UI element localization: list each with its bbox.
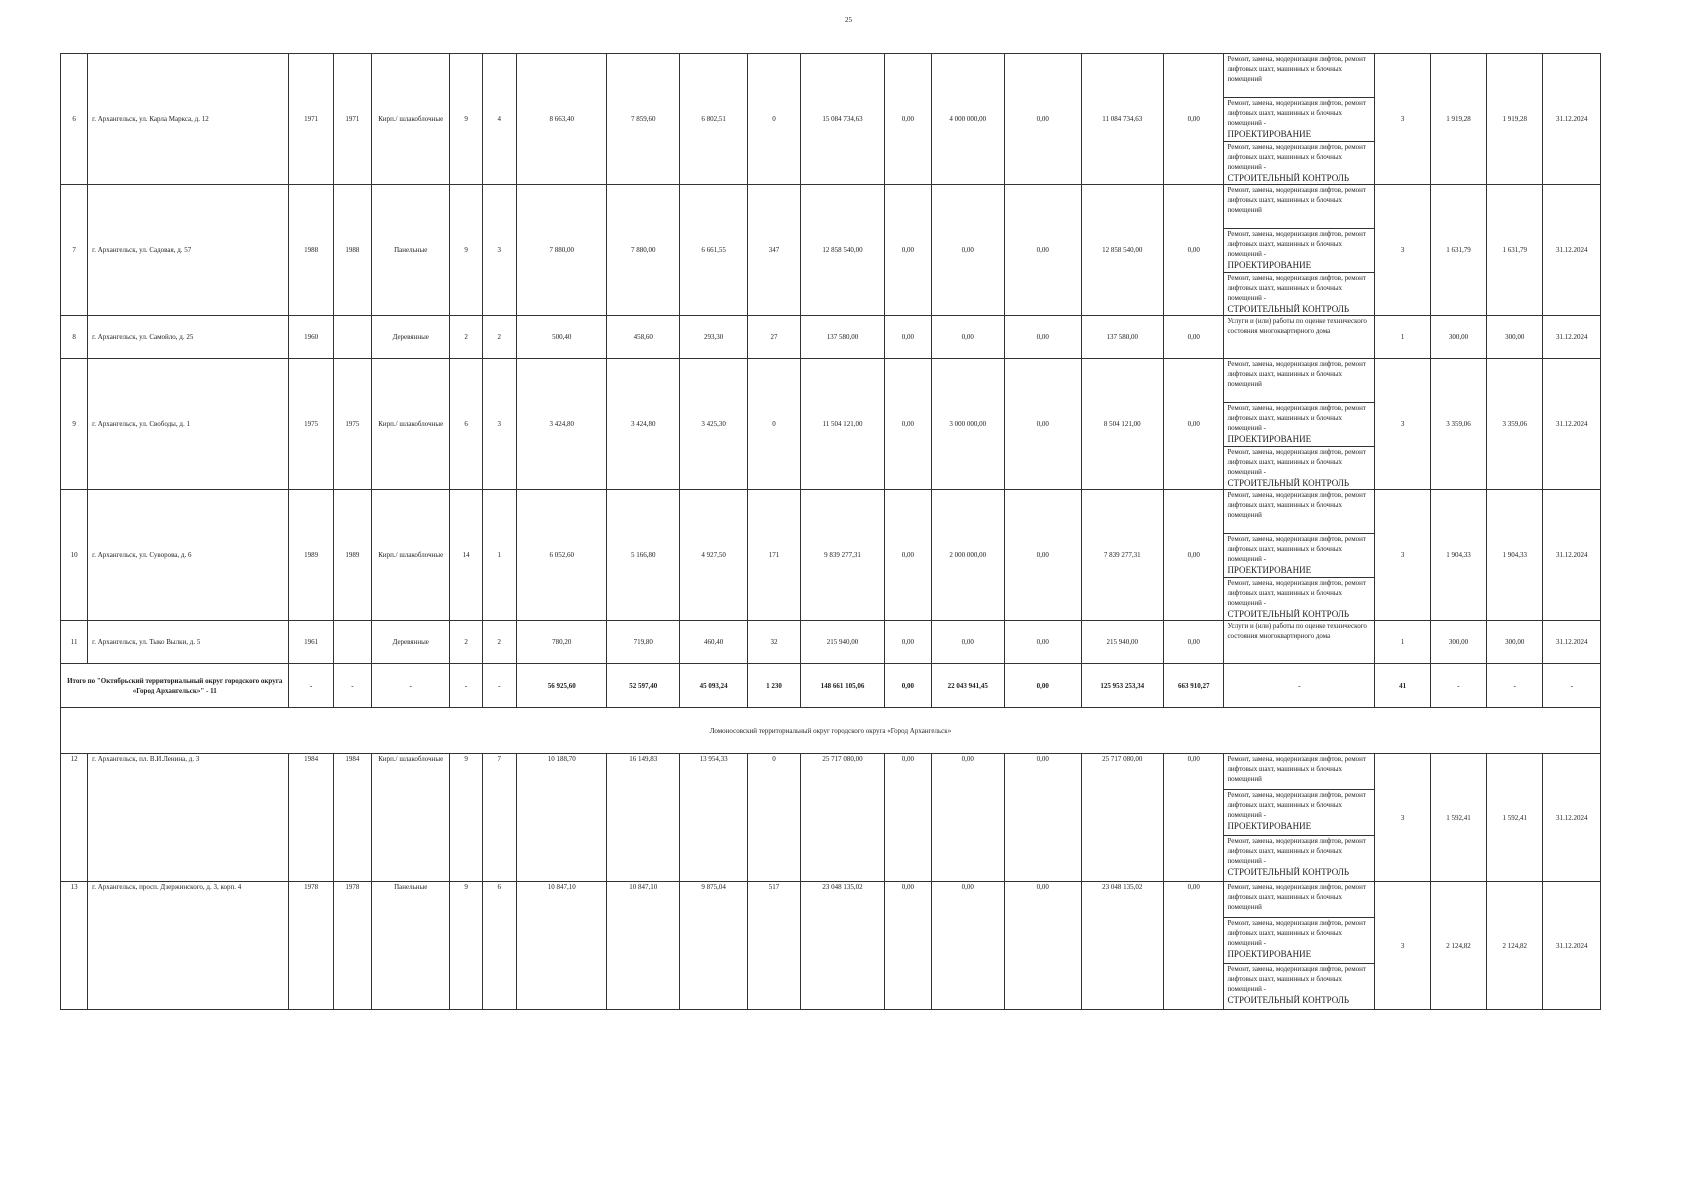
deadline-cell: 31.12.2024 (1543, 621, 1601, 664)
year-built-cell: 1984 (289, 754, 333, 882)
total-owners: 125 953 253,34 (1081, 664, 1164, 708)
work-type-text: Услуги и (или) работы по оценке технического состояния многоквартирного дома (1227, 622, 1367, 640)
work-type-text: Ремонт, замена, модернизация лифтов, ремонт лифтовых шахт, машинных и блочных помещений - (1227, 919, 1366, 947)
other-cell: 0,00 (1164, 54, 1224, 185)
address-cell: г. Архангельск, просп. Дзержинского, д. 3, корп. 4 (88, 882, 289, 1010)
area-owned-cell: 460,40 (679, 621, 747, 664)
area-owned-cell: 4 927,50 (679, 490, 747, 621)
work-type-cell (1224, 273, 1375, 316)
work-type-stage: СТРОИТЕЛЬНЫЙ КОНТРОЛЬ (1227, 995, 1350, 1005)
row-number: 11 (61, 621, 88, 664)
year-built-cell: 1971 (289, 54, 333, 185)
work-type-cell (1224, 578, 1375, 621)
fund-cell: 0,00 (885, 54, 931, 185)
year-commissioned-cell (333, 621, 371, 664)
total-dash: - (450, 664, 482, 708)
year-commissioned-cell (333, 316, 371, 359)
capital-repair-table (60, 53, 1601, 1010)
table-row (61, 490, 1601, 534)
owners-cell: 12 858 540,00 (1081, 185, 1164, 316)
total-dash: - (333, 664, 371, 708)
other-cell: 0,00 (1164, 490, 1224, 621)
row-number: 7 (61, 185, 88, 316)
work-type-cell (1224, 403, 1375, 447)
work-type-text: Ремонт, замена, модернизация лифтов, ремонт лифтовых шахт, машинных и блочных помещений - (1227, 404, 1366, 432)
work-count-cell: 3 (1375, 359, 1430, 490)
table-row (61, 54, 1601, 98)
unit-cost-cell: 1 631,79 (1430, 185, 1486, 316)
budget-region-cell: 0,00 (931, 882, 1004, 1010)
total-dash: - (1224, 664, 1375, 708)
year-built-cell: 1988 (289, 185, 333, 316)
cost-total-cell: 137 580,00 (800, 316, 885, 359)
fund-cell: 0,00 (885, 621, 931, 664)
deadline-cell: 31.12.2024 (1543, 882, 1601, 1010)
entrances-cell: 4 (482, 54, 516, 185)
total-fund: 0,00 (885, 664, 931, 708)
work-type-stage: СТРОИТЕЛЬНЫЙ КОНТРОЛЬ (1227, 173, 1350, 183)
budget-region-cell: 0,00 (931, 754, 1004, 882)
deadline-cell: 31.12.2024 (1543, 754, 1601, 882)
year-commissioned-cell: 1971 (333, 54, 371, 185)
area-owned-cell: 13 954,33 (679, 754, 747, 882)
deadline-cell: 31.12.2024 (1543, 490, 1601, 621)
owners-cell: 25 717 080,00 (1081, 754, 1164, 882)
area-res-cell: 5 166,80 (607, 490, 679, 621)
work-type-stage: СТРОИТЕЛЬНЫЙ КОНТРОЛЬ (1227, 478, 1350, 488)
residents-cell: 27 (748, 316, 800, 359)
budget-local-cell: 0,00 (1005, 490, 1081, 621)
work-type-cell (1224, 534, 1375, 578)
fund-cell: 0,00 (885, 359, 931, 490)
budget-region-cell: 2 000 000,00 (931, 490, 1004, 621)
fund-cell: 0,00 (885, 754, 931, 882)
work-type-cell (1224, 490, 1375, 534)
work-type-cell (1224, 882, 1375, 918)
work-type-text: Ремонт, замена, модернизация лифтов, ремонт лифтовых шахт, машинных и блочных помещений (1227, 883, 1366, 911)
deadline-cell: 31.12.2024 (1543, 316, 1601, 359)
work-type-text: Ремонт, замена, модернизация лифтов, ремонт лифтовых шахт, машинных и блочных помещений - (1227, 791, 1366, 819)
other-cell: 0,00 (1164, 882, 1224, 1010)
wall-cell: Кирп./ шлакоблочные (371, 359, 450, 490)
year-built-cell: 1960 (289, 316, 333, 359)
year-commissioned-cell: 1975 (333, 359, 371, 490)
total-dash: - (371, 664, 450, 708)
area-res-cell: 3 424,80 (607, 359, 679, 490)
work-type-text: Ремонт, замена, модернизация лифтов, ремонт лифтовых шахт, машинных и блочных помещений - (1227, 230, 1366, 258)
max-cost-cell: 1 904,33 (1487, 490, 1543, 621)
wall-cell: Панельные (371, 185, 450, 316)
work-type-cell (1224, 836, 1375, 882)
unit-cost-cell: 3 359,06 (1430, 359, 1486, 490)
row-number: 12 (61, 754, 88, 882)
work-count-cell: 3 (1375, 882, 1430, 1010)
budget-region-cell: 3 000 000,00 (931, 359, 1004, 490)
area-total-cell: 500,40 (516, 316, 607, 359)
work-type-stage: ПРОЕКТИРОВАНИЕ (1227, 260, 1312, 270)
table-row (61, 359, 1601, 403)
total-dash: - (1430, 664, 1486, 708)
work-type-text: Ремонт, замена, модернизация лифтов, ремонт лифтовых шахт, машинных и блочных помещений - (1227, 448, 1366, 476)
total-dash: - (1487, 664, 1543, 708)
area-owned-cell: 6 802,51 (679, 54, 747, 185)
address-cell: г. Архангельск, пл. В.И.Ленина, д. 3 (88, 754, 289, 882)
area-res-cell: 458,60 (607, 316, 679, 359)
section-title: Ломоносовский территориальный округ городского округа «Город Архангельск» (61, 708, 1601, 754)
area-total-cell: 10 188,70 (516, 754, 607, 882)
work-type-cell (1224, 185, 1375, 229)
total-label: Итого по "Октябрьский территориальный округ городского округа «Город Архангельск»" - 11 (61, 664, 289, 708)
work-type-stage: ПРОЕКТИРОВАНИЕ (1227, 821, 1312, 831)
table-row (61, 316, 1601, 359)
residents-cell: 32 (748, 621, 800, 664)
work-type-text: Ремонт, замена, модернизация лифтов, ремонт лифтовых шахт, машинных и блочных помещений - (1227, 965, 1366, 993)
work-type-stage: СТРОИТЕЛЬНЫЙ КОНТРОЛЬ (1227, 609, 1350, 619)
address-cell: г. Архангельск, ул. Суворова, д. 6 (88, 490, 289, 621)
work-type-text: Услуги и (или) работы по оценке технического состояния многоквартирного дома (1227, 317, 1367, 335)
entrances-cell: 1 (482, 490, 516, 621)
total-area-owned: 45 093,24 (679, 664, 747, 708)
row-number: 13 (61, 882, 88, 1010)
fund-cell: 0,00 (885, 490, 931, 621)
address-cell: г. Архангельск, ул. Свободы, д. 1 (88, 359, 289, 490)
work-type-stage: ПРОЕКТИРОВАНИЕ (1227, 565, 1312, 575)
work-type-text: Ремонт, замена, модернизация лифтов, ремонт лифтовых шахт, машинных и блочных помещений (1227, 491, 1366, 519)
wall-cell: Кирп./ шлакоблочные (371, 54, 450, 185)
area-res-cell: 719,80 (607, 621, 679, 664)
year-commissioned-cell: 1978 (333, 882, 371, 1010)
floors-cell: 14 (450, 490, 482, 621)
cost-total-cell: 12 858 540,00 (800, 185, 885, 316)
row-number: 9 (61, 359, 88, 490)
max-cost-cell: 1 919,28 (1487, 54, 1543, 185)
work-type-cell (1224, 621, 1375, 664)
max-cost-cell: 300,00 (1487, 621, 1543, 664)
wall-cell: Деревянные (371, 621, 450, 664)
work-type-text: Ремонт, замена, модернизация лифтов, ремонт лифтовых шахт, машинных и блочных помещений - (1227, 535, 1366, 563)
residents-cell: 517 (748, 882, 800, 1010)
work-type-stage: ПРОЕКТИРОВАНИЕ (1227, 129, 1312, 139)
floors-cell: 9 (450, 882, 482, 1010)
total-row (61, 664, 1601, 708)
work-type-text: Ремонт, замена, модернизация лифтов, ремонт лифтовых шахт, машинных и блочных помещений (1227, 186, 1366, 214)
other-cell: 0,00 (1164, 754, 1224, 882)
fund-cell: 0,00 (885, 882, 931, 1010)
row-number: 6 (61, 54, 88, 185)
unit-cost-cell: 1 592,41 (1430, 754, 1486, 882)
total-cost-total: 148 661 105,06 (800, 664, 885, 708)
budget-region-cell: 0,00 (931, 621, 1004, 664)
total-budget-region: 22 043 941,45 (931, 664, 1004, 708)
work-type-cell (1224, 98, 1375, 142)
year-commissioned-cell: 1984 (333, 754, 371, 882)
owners-cell: 11 084 734,63 (1081, 54, 1164, 185)
total-area-total: 56 925,60 (516, 664, 607, 708)
year-commissioned-cell: 1988 (333, 185, 371, 316)
work-type-stage: ПРОЕКТИРОВАНИЕ (1227, 949, 1312, 959)
total-count: 41 (1375, 664, 1430, 708)
floors-cell: 6 (450, 359, 482, 490)
total-residents: 1 230 (748, 664, 800, 708)
area-res-cell: 10 847,10 (607, 882, 679, 1010)
wall-cell: Кирп./ шлакоблочные (371, 490, 450, 621)
budget-local-cell: 0,00 (1005, 882, 1081, 1010)
cost-total-cell: 15 084 734,63 (800, 54, 885, 185)
page-number: 25 (845, 16, 852, 24)
row-number: 8 (61, 316, 88, 359)
work-type-text: Ремонт, замена, модернизация лифтов, ремонт лифтовых шахт, машинных и блочных помещений - (1227, 99, 1366, 127)
other-cell: 0,00 (1164, 359, 1224, 490)
area-total-cell: 8 663,40 (516, 54, 607, 185)
max-cost-cell: 1 592,41 (1487, 754, 1543, 882)
unit-cost-cell: 300,00 (1430, 316, 1486, 359)
deadline-cell: 31.12.2024 (1543, 54, 1601, 185)
deadline-cell: 31.12.2024 (1543, 185, 1601, 316)
entrances-cell: 7 (482, 754, 516, 882)
table-row (61, 754, 1601, 790)
wall-cell: Панельные (371, 882, 450, 1010)
area-owned-cell: 3 425,30 (679, 359, 747, 490)
floors-cell: 9 (450, 185, 482, 316)
unit-cost-cell: 2 124,82 (1430, 882, 1486, 1010)
table-body (61, 54, 1601, 1010)
work-type-cell (1224, 229, 1375, 273)
floors-cell: 9 (450, 754, 482, 882)
year-built-cell: 1961 (289, 621, 333, 664)
cost-total-cell: 215 940,00 (800, 621, 885, 664)
section-row (61, 708, 1601, 754)
work-type-text: Ремонт, замена, модернизация лифтов, ремонт лифтовых шахт, машинных и блочных помещений - (1227, 837, 1366, 865)
total-area-res: 52 597,40 (607, 664, 679, 708)
owners-cell: 215 940,00 (1081, 621, 1164, 664)
total-other: 663 910,27 (1164, 664, 1224, 708)
row-number: 10 (61, 490, 88, 621)
unit-cost-cell: 1 904,33 (1430, 490, 1486, 621)
other-cell: 0,00 (1164, 185, 1224, 316)
work-type-text: Ремонт, замена, модернизация лифтов, ремонт лифтовых шахт, машинных и блочных помещений - (1227, 579, 1366, 607)
work-type-cell (1224, 316, 1375, 359)
entrances-cell: 2 (482, 621, 516, 664)
work-count-cell: 1 (1375, 621, 1430, 664)
area-total-cell: 10 847,10 (516, 882, 607, 1010)
work-type-cell (1224, 54, 1375, 98)
residents-cell: 0 (748, 359, 800, 490)
work-type-text: Ремонт, замена, модернизация лифтов, ремонт лифтовых шахт, машинных и блочных помещений (1227, 755, 1366, 783)
area-res-cell: 7 859,60 (607, 54, 679, 185)
area-owned-cell: 9 875,04 (679, 882, 747, 1010)
year-built-cell: 1989 (289, 490, 333, 621)
deadline-cell: 31.12.2024 (1543, 359, 1601, 490)
budget-local-cell: 0,00 (1005, 316, 1081, 359)
other-cell: 0,00 (1164, 316, 1224, 359)
area-owned-cell: 293,30 (679, 316, 747, 359)
residents-cell: 0 (748, 54, 800, 185)
work-type-text: Ремонт, замена, модернизация лифтов, ремонт лифтовых шахт, машинных и блочных помещений - (1227, 143, 1366, 171)
max-cost-cell: 300,00 (1487, 316, 1543, 359)
cost-total-cell: 11 504 121,00 (800, 359, 885, 490)
unit-cost-cell: 1 919,28 (1430, 54, 1486, 185)
work-count-cell: 1 (1375, 316, 1430, 359)
work-count-cell: 3 (1375, 185, 1430, 316)
area-total-cell: 6 052,60 (516, 490, 607, 621)
owners-cell: 8 504 121,00 (1081, 359, 1164, 490)
area-total-cell: 7 880,00 (516, 185, 607, 316)
floors-cell: 2 (450, 316, 482, 359)
budget-region-cell: 0,00 (931, 185, 1004, 316)
address-cell: г. Архангельск, ул. Карла Маркса, д. 12 (88, 54, 289, 185)
table-row (61, 882, 1601, 918)
budget-local-cell: 0,00 (1005, 185, 1081, 316)
cost-total-cell: 23 048 135,02 (800, 882, 885, 1010)
work-type-cell (1224, 964, 1375, 1010)
work-type-cell (1224, 142, 1375, 185)
work-type-text: Ремонт, замена, модернизация лифтов, ремонт лифтовых шахт, машинных и блочных помещений - (1227, 274, 1366, 302)
area-owned-cell: 6 661,55 (679, 185, 747, 316)
address-cell: г. Архангельск, ул. Садовая, д. 57 (88, 185, 289, 316)
owners-cell: 7 839 277,31 (1081, 490, 1164, 621)
unit-cost-cell: 300,00 (1430, 621, 1486, 664)
area-res-cell: 16 149,83 (607, 754, 679, 882)
cost-total-cell: 25 717 080,00 (800, 754, 885, 882)
budget-local-cell: 0,00 (1005, 621, 1081, 664)
residents-cell: 347 (748, 185, 800, 316)
budget-region-cell: 0,00 (931, 316, 1004, 359)
wall-cell: Деревянные (371, 316, 450, 359)
work-count-cell: 3 (1375, 54, 1430, 185)
residents-cell: 0 (748, 754, 800, 882)
work-type-cell (1224, 447, 1375, 490)
work-type-text: Ремонт, замена, модернизация лифтов, ремонт лифтовых шахт, машинных и блочных помещений (1227, 360, 1366, 388)
work-type-cell (1224, 918, 1375, 964)
total-budget-local: 0,00 (1005, 664, 1081, 708)
max-cost-cell: 2 124,82 (1487, 882, 1543, 1010)
cost-total-cell: 9 839 277,31 (800, 490, 885, 621)
address-cell: г. Архангельск, ул. Тыко Вылки, д. 5 (88, 621, 289, 664)
fund-cell: 0,00 (885, 316, 931, 359)
budget-local-cell: 0,00 (1005, 359, 1081, 490)
entrances-cell: 3 (482, 185, 516, 316)
area-res-cell: 7 880,00 (607, 185, 679, 316)
entrances-cell: 3 (482, 359, 516, 490)
wall-cell: Кирп./ шлакоблочные (371, 754, 450, 882)
work-count-cell: 3 (1375, 754, 1430, 882)
max-cost-cell: 3 359,06 (1487, 359, 1543, 490)
budget-region-cell: 4 000 000,00 (931, 54, 1004, 185)
budget-local-cell: 0,00 (1005, 754, 1081, 882)
area-total-cell: 3 424,80 (516, 359, 607, 490)
work-type-cell (1224, 754, 1375, 790)
area-total-cell: 780,20 (516, 621, 607, 664)
year-commissioned-cell: 1989 (333, 490, 371, 621)
residents-cell: 171 (748, 490, 800, 621)
work-type-text: Ремонт, замена, модернизация лифтов, ремонт лифтовых шахт, машинных и блочных помещений (1227, 55, 1366, 83)
entrances-cell: 2 (482, 316, 516, 359)
work-type-stage: СТРОИТЕЛЬНЫЙ КОНТРОЛЬ (1227, 867, 1350, 877)
table-row (61, 621, 1601, 664)
address-cell: г. Архангельск, ул. Самойло, д. 25 (88, 316, 289, 359)
floors-cell: 9 (450, 54, 482, 185)
entrances-cell: 6 (482, 882, 516, 1010)
year-built-cell: 1978 (289, 882, 333, 1010)
owners-cell: 23 048 135,02 (1081, 882, 1164, 1010)
total-dash: - (1543, 664, 1601, 708)
max-cost-cell: 1 631,79 (1487, 185, 1543, 316)
work-type-stage: СТРОИТЕЛЬНЫЙ КОНТРОЛЬ (1227, 304, 1350, 314)
work-type-cell (1224, 359, 1375, 403)
owners-cell: 137 580,00 (1081, 316, 1164, 359)
work-count-cell: 3 (1375, 490, 1430, 621)
table-row (61, 185, 1601, 229)
total-dash: - (289, 664, 333, 708)
floors-cell: 2 (450, 621, 482, 664)
fund-cell: 0,00 (885, 185, 931, 316)
year-built-cell: 1975 (289, 359, 333, 490)
other-cell: 0,00 (1164, 621, 1224, 664)
work-type-cell (1224, 790, 1375, 836)
work-type-stage: ПРОЕКТИРОВАНИЕ (1227, 434, 1312, 444)
budget-local-cell: 0,00 (1005, 54, 1081, 185)
total-dash: - (482, 664, 516, 708)
